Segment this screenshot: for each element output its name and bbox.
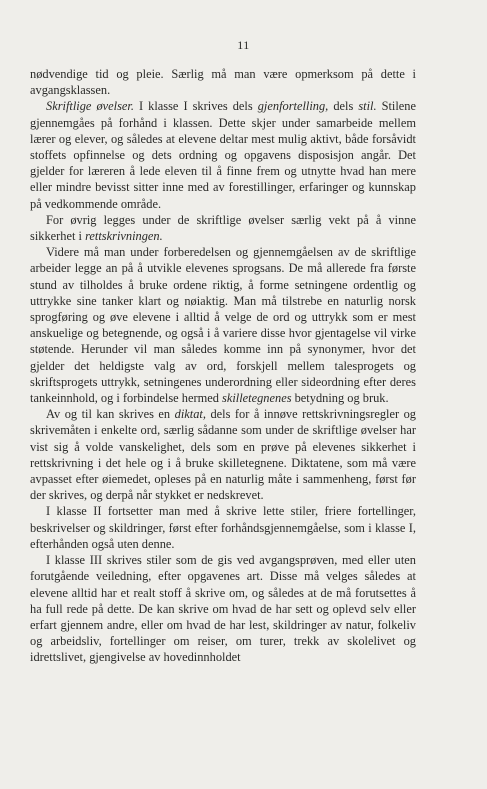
italic-text: skilletegnenes (222, 391, 292, 406)
body-text (30, 66, 416, 666)
paragraph (30, 98, 416, 211)
paragraph (30, 244, 416, 406)
italic-text: stil. (358, 99, 377, 114)
italic-text: gjenfortelling, (257, 99, 329, 114)
paragraph (30, 212, 416, 244)
paragraph (30, 552, 416, 665)
text-run: Videre må man under forberedelsen og gjennemgåelsen av de skriftlige arbeider legge an på å utvikle elevenes sprogsans. De må allerede fra første stund av tilholdes å bruke ordene riktig, å forme setningene ordentlig og uttrykke sine tanker klart og nøiaktig. Man må tilstrebe en naturlig norsk sprogføring og øve elevene i alltid å velge de ord og uttrykk som er mest anskuelige og betegnende, og også i å variere disse hvor gjentagelse vil virke støtende. Herunder vil man således komme inn på synonymer, hvor det gjelder det heldigste valg av ord, forskjell mellem talesprogets og skriftsprogets uttrykk, setningenes underordning eller sideordning efter deres tankeinnhold, og i forbindelse hermed (30, 245, 416, 406)
text-run: dels for å innøve rettskrivningsregler og skrivemåten i enkelte ord, særlig sådanne som under de skriftlige øvelser har vist sig å volde vanskelighet, dels som en prøve på elevenes sikkerhet i rettskrivning i det hele og i å bruke skilletegnene. Diktatene, som må være avpasset efter øiemedet, opleses på en naturlig måte i sammenheng, først før der skrives, og derpå når stykket er nedskrevet. (30, 407, 416, 503)
italic-text: rettskrivningen. (85, 229, 163, 244)
paragraph (30, 406, 416, 503)
text-run: nødvendige tid og pleie. Særlig må man være opmerksom på dette i avgangsklassen. (30, 67, 416, 98)
text-run: For øvrig legges under de skriftlige øvelser særlig vekt på å vinne sikkerhet i (30, 212, 416, 244)
paragraph (30, 66, 416, 98)
italic-text: diktat, (174, 407, 206, 422)
paragraph (30, 503, 416, 552)
text-run: Stilene gjennemgåes på forhånd i klassen. Dette skjer under samarbeide mellem lærer og elever, og således at elevene deltar mest mulig aktivt, både forsåvidt stoffets opfinnelse og dets ordning og opgavens disposisjon angår. Det gjelder for læreren å lede eleven til å finne frem og utnytte hvad han mere eller mindre bevisst sitter inne med av forestillinger, erfaringer og kunnskap på vedkommende område. (30, 99, 417, 211)
text-run: dels (328, 99, 359, 114)
text-run: I klasse II fortsetter man med å skrive lette stiler, friere fortellinger, beskrivelser og skildringer, først efter forhåndsgjennemgåelse, som i klasse I, efterhånden også uten denne. (30, 504, 416, 551)
text-run: I klasse III skrives stiler som de gis ved avgangsprøven, med eller uten forutgående veiledning, efter opgavenes art. Disse må velges således at elevene alltid har et realt stoff å skrive om, og således at de må forutsettes å ha full rede på dette. De kan skrive om hvad de har sett og oplevd selv eller erfart gjennem andre, eller om hvad de har lest, skildringer av natur, folkeliv og arbeidsliv, fortellinger om reiser, om turer, trekk av skolelivet og idrettslivet, gjengivelse av hovedinnholdet (30, 553, 416, 665)
text-run: Av og til kan skrives en (46, 407, 175, 422)
page-number: 11 (237, 38, 250, 52)
text-run: I klasse I skrives dels (133, 99, 258, 114)
italic-text: Skriftlige øvelser. (46, 99, 134, 114)
text-run: betydning og bruk. (291, 391, 389, 406)
